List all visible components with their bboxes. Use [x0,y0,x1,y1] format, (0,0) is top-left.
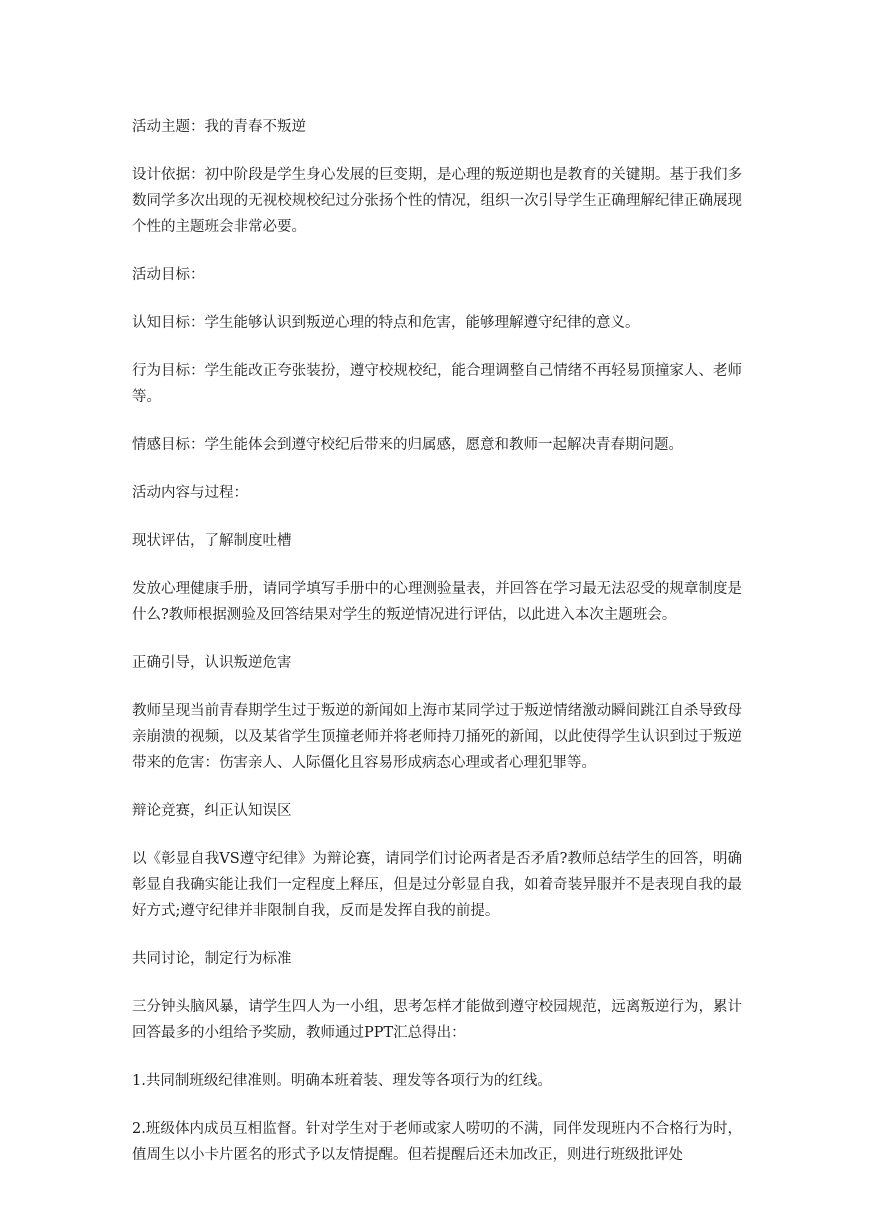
design-basis: 设计依据：初中阶段是学生身心发展的巨变期，是心理的叛逆期也是教育的关键期。基于我们多数同学多次出现的无视校规校纪过分张扬个性的情况，组织一次引导学生正确理解纪律正确展现个性的主题班会非常必要。 [132,167,742,235]
rule-item-1: 1.共同制班级纪律准则。明确本班着装、理发等各项行为的红线。 [132,1073,552,1089]
section-status-assessment: 现状评估，了解制度吐槽 [132,533,292,549]
section-discussion: 共同讨论，制定行为标准 [132,951,292,967]
behavior-goal: 行为目标：学生能改正夸张装扮，遵守校规校纪，能合理调整自己情绪不再轻易顶撞家人、老师等。 [132,363,742,405]
section-debate: 辩论竞赛，纠正认知误区 [132,803,292,819]
rule-item-2: 2.班级体内成员互相监督。针对学生对于老师或家人唠叨的不满，同伴发现班内不合格行为时，值周生以小卡片匿名的形式予以友情提醒。但若提醒后还未加改正，则进行班级批评处 [132,1121,742,1163]
debate-text: 以《彰显自我VS遵守纪律》为辩论赛，请同学们讨论两者是否矛盾?教师总结学生的回答，明确彰显自我确实能让我们一定程度上释压，但是过分彰显自我，如着奇装异服并不是表现自我的最好方式;遵守纪律并非限制自我，反而是发挥自我的前提。 [132,851,742,919]
document-body [132,114,742,1190]
section-correct-guidance: 正确引导，认识叛逆危害 [132,655,292,671]
activity-goals-heading: 活动目标： [132,267,205,283]
cognitive-goal: 认知目标：学生能够认识到叛逆心理的特点和危害，能够理解遵守纪律的意义。 [132,315,640,331]
status-assessment-text: 发放心理健康手册，请同学填写手册中的心理测验量表，并回答在学习最无法忍受的规章制度是什么?教师根据测验及回答结果对学生的叛逆情况进行评估，以此进入本次主题班会。 [132,581,742,623]
activity-theme: 活动主题：我的青春不叛逆 [132,119,306,135]
discussion-text: 三分钟头脑风暴，请学生四人为一小组，思考怎样才能做到遵守校园规范，远离叛逆行为，累计回答最多的小组给予奖励，教师通过PPT汇总得出： [132,999,742,1041]
activity-process-heading: 活动内容与过程： [132,485,248,501]
emotional-goal: 情感目标：学生能体会到遵守校纪后带来的归属感，愿意和教师一起解决青春期问题。 [132,437,683,453]
correct-guidance-text: 教师呈现当前青春期学生过于叛逆的新闻如上海市某同学过于叛逆情绪激动瞬间跳江自杀导致母亲崩溃的视频，以及某省学生顶撞老师并将老师持刀捅死的新闻，以此使得学生认识到过于叛逆带来的危害：伤害亲人、人际僵化且容易形成病态心理或者心理犯罪等。 [132,703,742,771]
